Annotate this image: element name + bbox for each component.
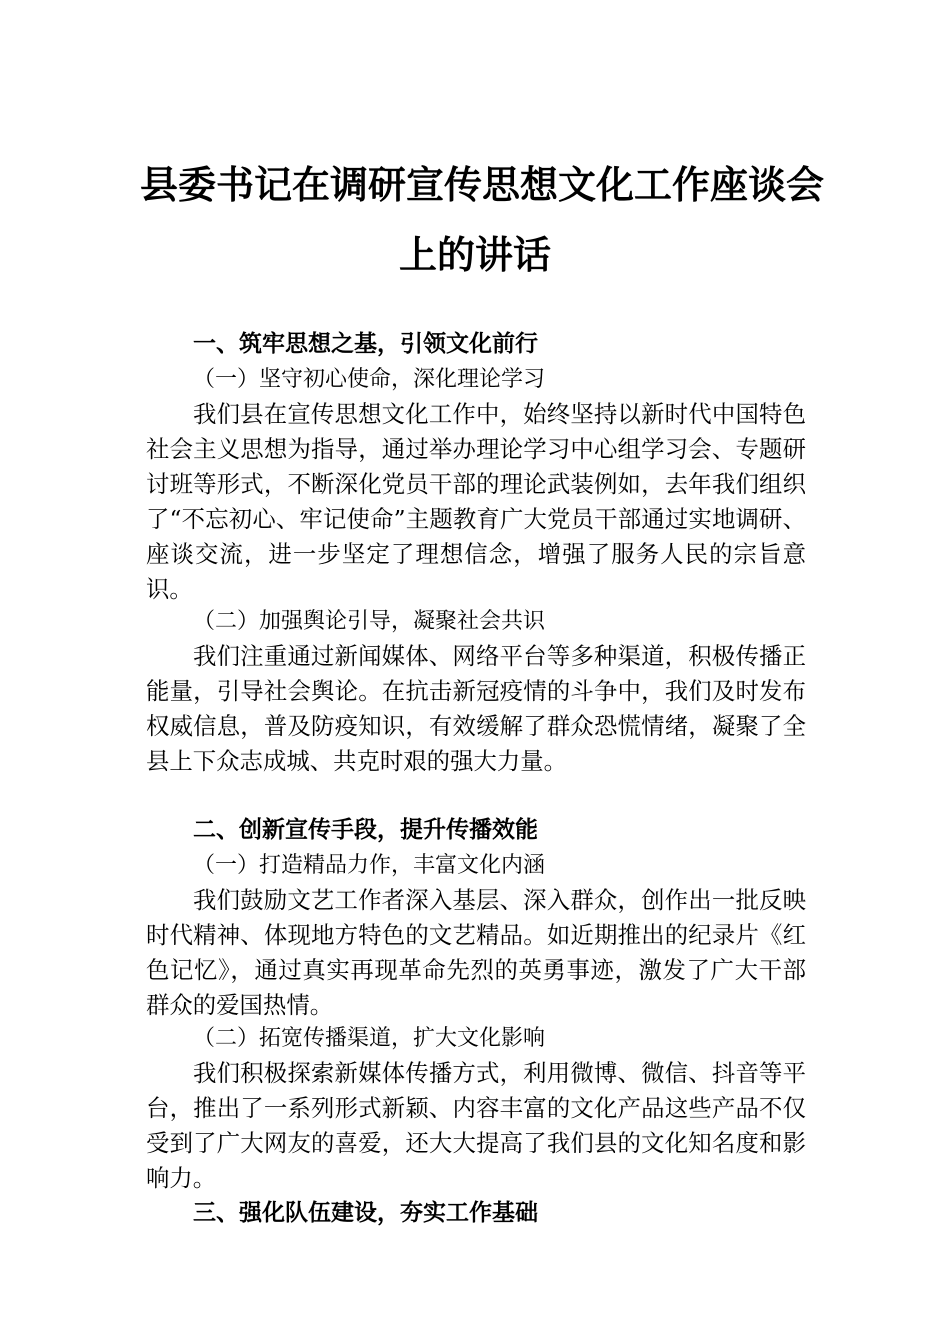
paragraph-2-2: 我们积极探索新媒体传播方式，利用微博、微信、抖音等平台，推出了一系列形式新颖、内容丰富的文化产品这些产品不仅受到了广大网友的喜爱，还大大提高了我们县的文化知名度和影响力。 bbox=[146, 1059, 806, 1192]
subsection-heading-2-2: （二）拓宽传播渠道，扩大文化影响 bbox=[193, 1026, 546, 1051]
section-heading-2: 二、创新宣传手段，提升传播效能 bbox=[193, 817, 538, 843]
section-heading-1: 一、筑牢思想之基，引领文化前行 bbox=[193, 331, 538, 357]
subsection-heading-1-1: （一）坚守初心使命，深化理论学习 bbox=[193, 367, 546, 392]
subsection-heading-2-1: （一）打造精品力作，丰富文化内涵 bbox=[193, 853, 546, 878]
document-title-line-1: 县委书记在调研宣传思想文化工作座谈会 bbox=[140, 162, 825, 207]
subsection-heading-1-2: （二）加强舆论引导，凝聚社会共识 bbox=[193, 609, 546, 634]
paragraph-2-1: 我们鼓励文艺工作者深入基层、深入群众，创作出一批反映时代精神、体现地方特色的文艺精品。如近期推出的纪录片《红色记忆》，通过真实再现革命先烈的英勇事迹，激发了广大干部群众的爱国热情。 bbox=[146, 886, 806, 1019]
document-title-line-2: 上的讲话 bbox=[398, 232, 551, 277]
paragraph-1-1: 我们县在宣传思想文化工作中，始终坚持以新时代中国特色社会主义思想为指导，通过举办理论学习中心组学习会、专题研讨班等形式，不断深化党员干部的理论武装例如，去年我们组织了“不忘初心、牢记使命”主题教育广大党员干部通过实地调研、座谈交流，进一步坚定了理想信念，增强了服务人民的宗旨意识。 bbox=[146, 400, 806, 603]
paragraph-1-2: 我们注重通过新闻媒体、网络平台等多种渠道，积极传播正能量，引导社会舆论。在抗击新冠疫情的斗争中，我们及时发布权威信息，普及防疫知识，有效缓解了群众恐慌情绪，凝聚了全县上下众志成城、共克时艰的强大力量。 bbox=[146, 642, 806, 775]
section-heading-3: 三、强化队伍建设，夯实工作基础 bbox=[193, 1200, 538, 1226]
